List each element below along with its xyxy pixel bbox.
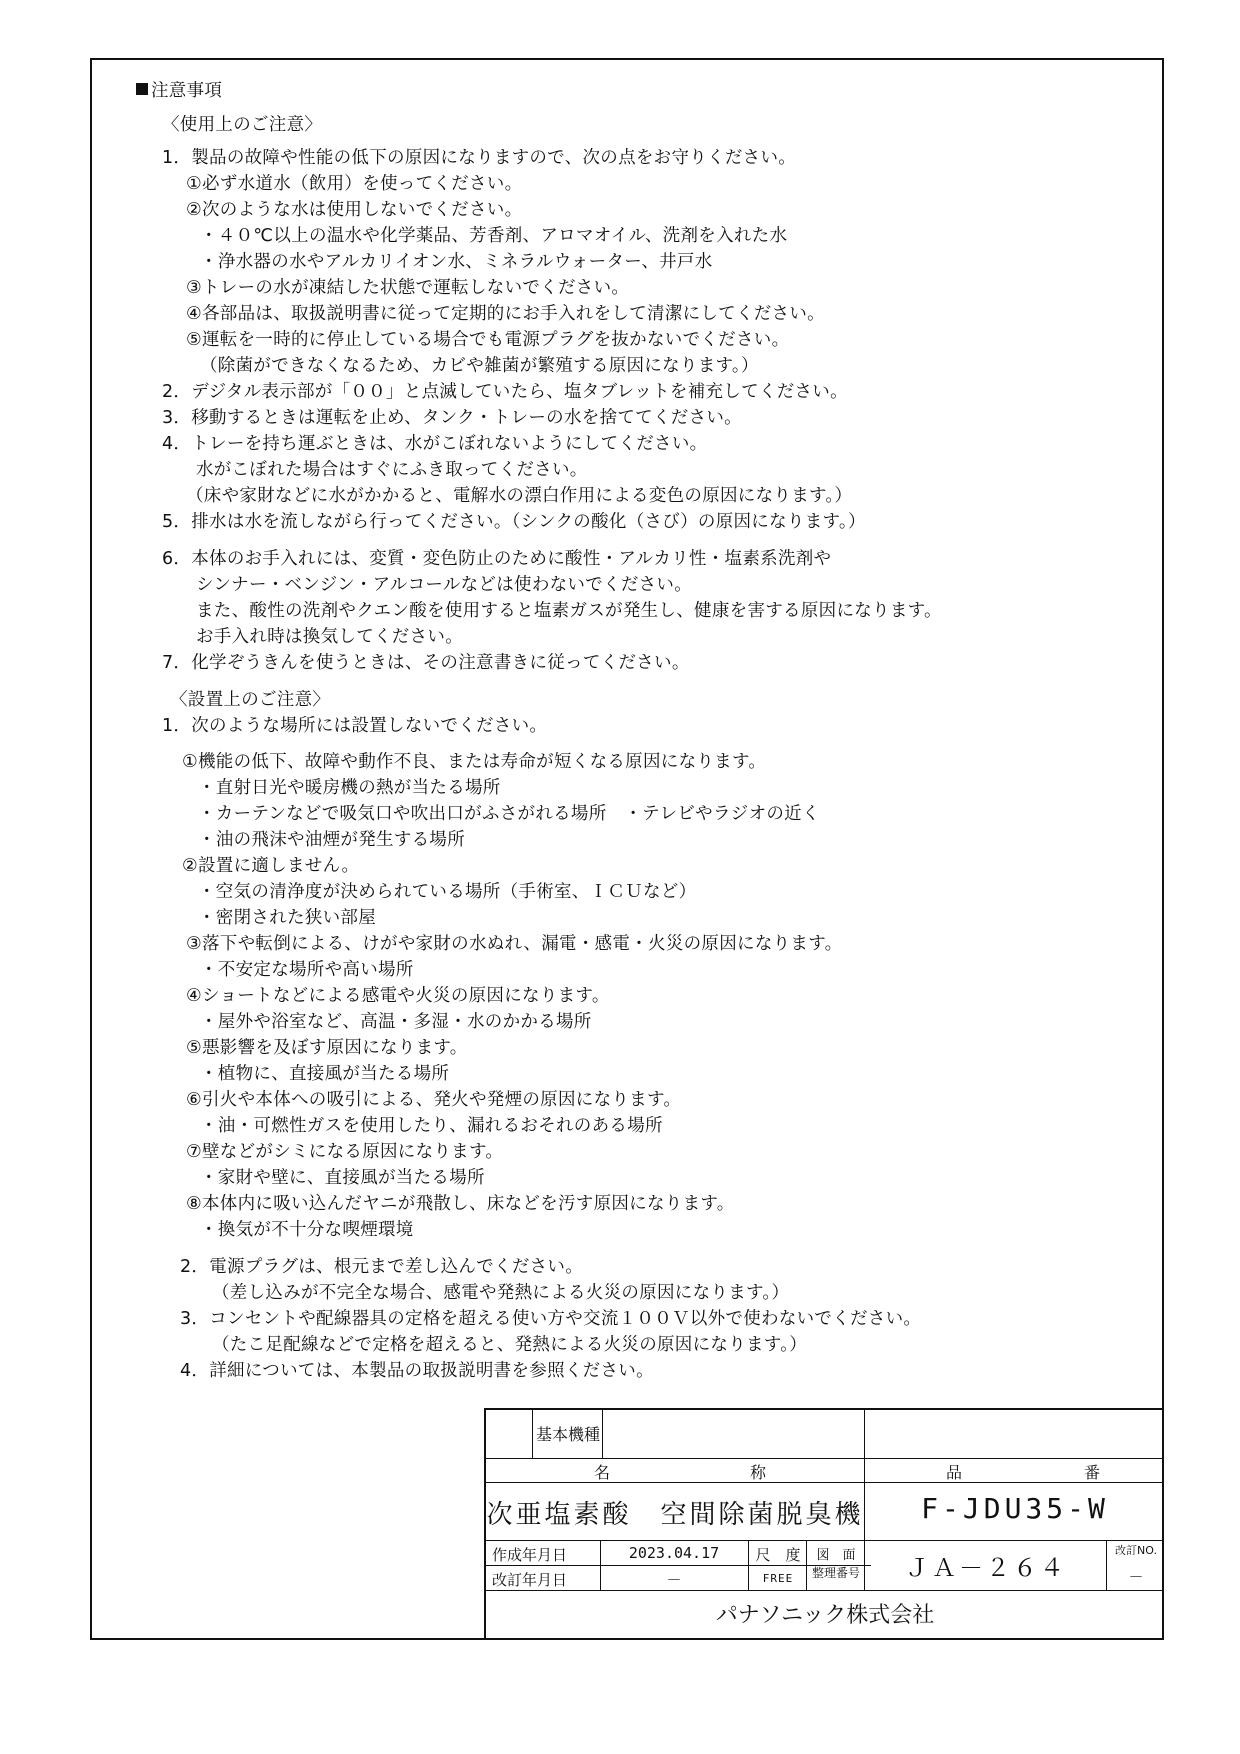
- drawing-label-2: 整理番号: [811, 1566, 860, 1580]
- usage-heading: 〈使用上のご注意〉: [162, 115, 323, 135]
- usage-line: 2．デジタル表示部が「００」と点滅していたら、塩タブレットを補充してください。: [162, 382, 848, 402]
- revised-date: －: [666, 1571, 682, 1589]
- install-line: 4．詳細については、本製品の取扱説明書を参照ください。: [180, 1361, 654, 1381]
- product-name: 次亜塩素酸 空間除菌脱臭機: [486, 1500, 864, 1530]
- usage-line: ①必ず水道水（飲用）を使ってください。: [186, 174, 523, 194]
- install-line: ・油の飛沫や油煙が発生する場所: [198, 830, 465, 850]
- usage-line: 1．製品の故障や性能の低下の原因になりますので、次の点をお守りください。: [162, 148, 797, 168]
- notes-title: 注意事項: [136, 80, 222, 102]
- part-number: F-JDU35-W: [921, 1492, 1109, 1525]
- usage-line: （床や家財などに水がかかると、電解水の漂白作用による変色の原因になります。）: [186, 486, 853, 506]
- usage-line: 4．トレーを持ち運ぶときは、水がこぼれないようにしてください。: [162, 434, 708, 454]
- usage-line: ・４０℃以上の温水や化学薬品、芳香剤、アロマオイル、洗剤を入れた水: [200, 226, 788, 246]
- install-line: ・カーテンなどで吸気口や吹出口がふさがれる場所 ・テレビやラジオの近く: [198, 804, 820, 824]
- install-heading: 〈設置上のご注意〉: [170, 690, 331, 710]
- usage-line: お手入れ時は換気してください。: [196, 627, 463, 647]
- install-line: ・植物に、直接風が当たる場所: [200, 1064, 450, 1084]
- install-line: ・家財や壁に、直接風が当たる場所: [200, 1168, 485, 1188]
- install-line: （差し込みが不完全な場合、感電や発熱による火災の原因になります。）: [212, 1283, 790, 1303]
- name-label-1: 名: [594, 1463, 611, 1482]
- scale-value: FREE: [762, 1572, 794, 1585]
- install-line: ⑤悪影響を及ぼす原因になります。: [186, 1038, 468, 1058]
- usage-line: 7．化学ぞうきんを使うときは、その注意書きに従ってください。: [162, 653, 690, 673]
- install-line: （たこ足配線などで定格を超えると、発熱による火災の原因になります。）: [212, 1335, 808, 1355]
- usage-line: ③トレーの水が凍結した状態で運転しないでください。: [186, 278, 630, 298]
- install-line: ・不安定な場所や高い場所: [200, 960, 414, 980]
- scale-label: 尺 度: [755, 1546, 801, 1564]
- install-line: ・密閉された狭い部屋: [198, 908, 376, 928]
- square-bullet-icon: [136, 83, 148, 95]
- revision-value: －: [1128, 1568, 1144, 1586]
- install-line: ①機能の低下、故障や動作不良、または寿命が短くなる原因になります。: [182, 752, 767, 772]
- usage-line: （除菌ができなくなるため、カビや雑菌が繁殖する原因になります。）: [200, 356, 759, 376]
- revision-label: 改訂NO.: [1115, 1544, 1157, 1557]
- usage-line: ⑤運転を一時的に停止している場合でも電源プラグを抜かないでください。: [186, 330, 790, 350]
- install-line: ・油・可燃性ガスを使用したり、漏れるおそれのある場所: [200, 1116, 663, 1136]
- usage-line: ②次のような水は使用しないでください。: [186, 200, 523, 220]
- part-label-1: 品: [946, 1463, 963, 1482]
- install-line: ⑦壁などがシミになる原因になります。: [186, 1142, 504, 1162]
- install-line: ⑥引火や本体への吸引による、発火や発煙の原因になります。: [186, 1090, 682, 1110]
- part-label-2: 番: [1084, 1463, 1101, 1482]
- revised-label: 改訂年月日: [492, 1571, 568, 1589]
- drawing-label: 図 面: [816, 1548, 856, 1563]
- usage-line: シンナー・ベンジン・アルコールなどは使わないでください。: [196, 575, 693, 595]
- usage-line: また、酸性の洗剤やクエン酸を使用すると塩素ガスが発生し、健康を害する原因になります。: [196, 601, 942, 621]
- drawing-number: ＪＡ－２６４: [905, 1554, 1067, 1582]
- install-line: ・屋外や浴室など、高温・多湿・水のかかる場所: [200, 1012, 592, 1032]
- install-line: ⑧本体内に吸い込んだヤニが飛散し、床などを汚す原因になります。: [186, 1194, 735, 1214]
- usage-line: 6．本体のお手入れには、変質・変色防止のために酸性・アルカリ性・塩素系洗剤や: [162, 549, 832, 569]
- created-label: 作成年月日: [492, 1546, 568, 1564]
- usage-line: ・浄水器の水やアルカリイオン水、ミネラルウォーター、井戸水: [200, 252, 713, 272]
- usage-line: 3．移動するときは運転を止め、タンク・トレーの水を捨ててください。: [162, 408, 742, 428]
- title-block: [484, 1408, 1162, 1638]
- install-line: ・空気の清浄度が決められている場所（手術室、ＩＣＵなど）: [198, 882, 697, 902]
- install-line: ②設置に適しません。: [182, 856, 360, 876]
- usage-line: 5．排水は水を流しながら行ってください。（シンクの酸化（さび）の原因になります。）: [162, 512, 866, 532]
- install-line: 2．電源プラグは、根元まで差し込んでください。: [180, 1257, 584, 1277]
- usage-line: 水がこぼれた場合はすぐにふき取ってください。: [196, 460, 588, 480]
- install-line: 1．次のような場所には設置しないでください。: [162, 716, 548, 736]
- company-name: パナソニック株式会社: [715, 1603, 935, 1628]
- created-date: 2023.04.17: [628, 1544, 720, 1562]
- install-line: ・換気が不十分な喫煙環境: [200, 1220, 414, 1240]
- install-line: 3．コンセントや配線器具の定格を超える使い方や交流１００Ｖ以外で使わないでください。: [180, 1309, 922, 1329]
- install-line: ・直射日光や暖房機の熱が当たる場所: [198, 778, 501, 798]
- base-model-label: 基本機種: [535, 1425, 600, 1444]
- install-line: ④ショートなどによる感電や火災の原因になります。: [186, 986, 610, 1006]
- usage-line: ④各部品は、取扱説明書に従って定期的にお手入れをして清潔にしてください。: [186, 304, 825, 324]
- install-line: ③落下や転倒による、けがや家財の水ぬれ、漏電・感電・火災の原因になります。: [186, 934, 843, 954]
- name-label-2: 称: [750, 1463, 767, 1482]
